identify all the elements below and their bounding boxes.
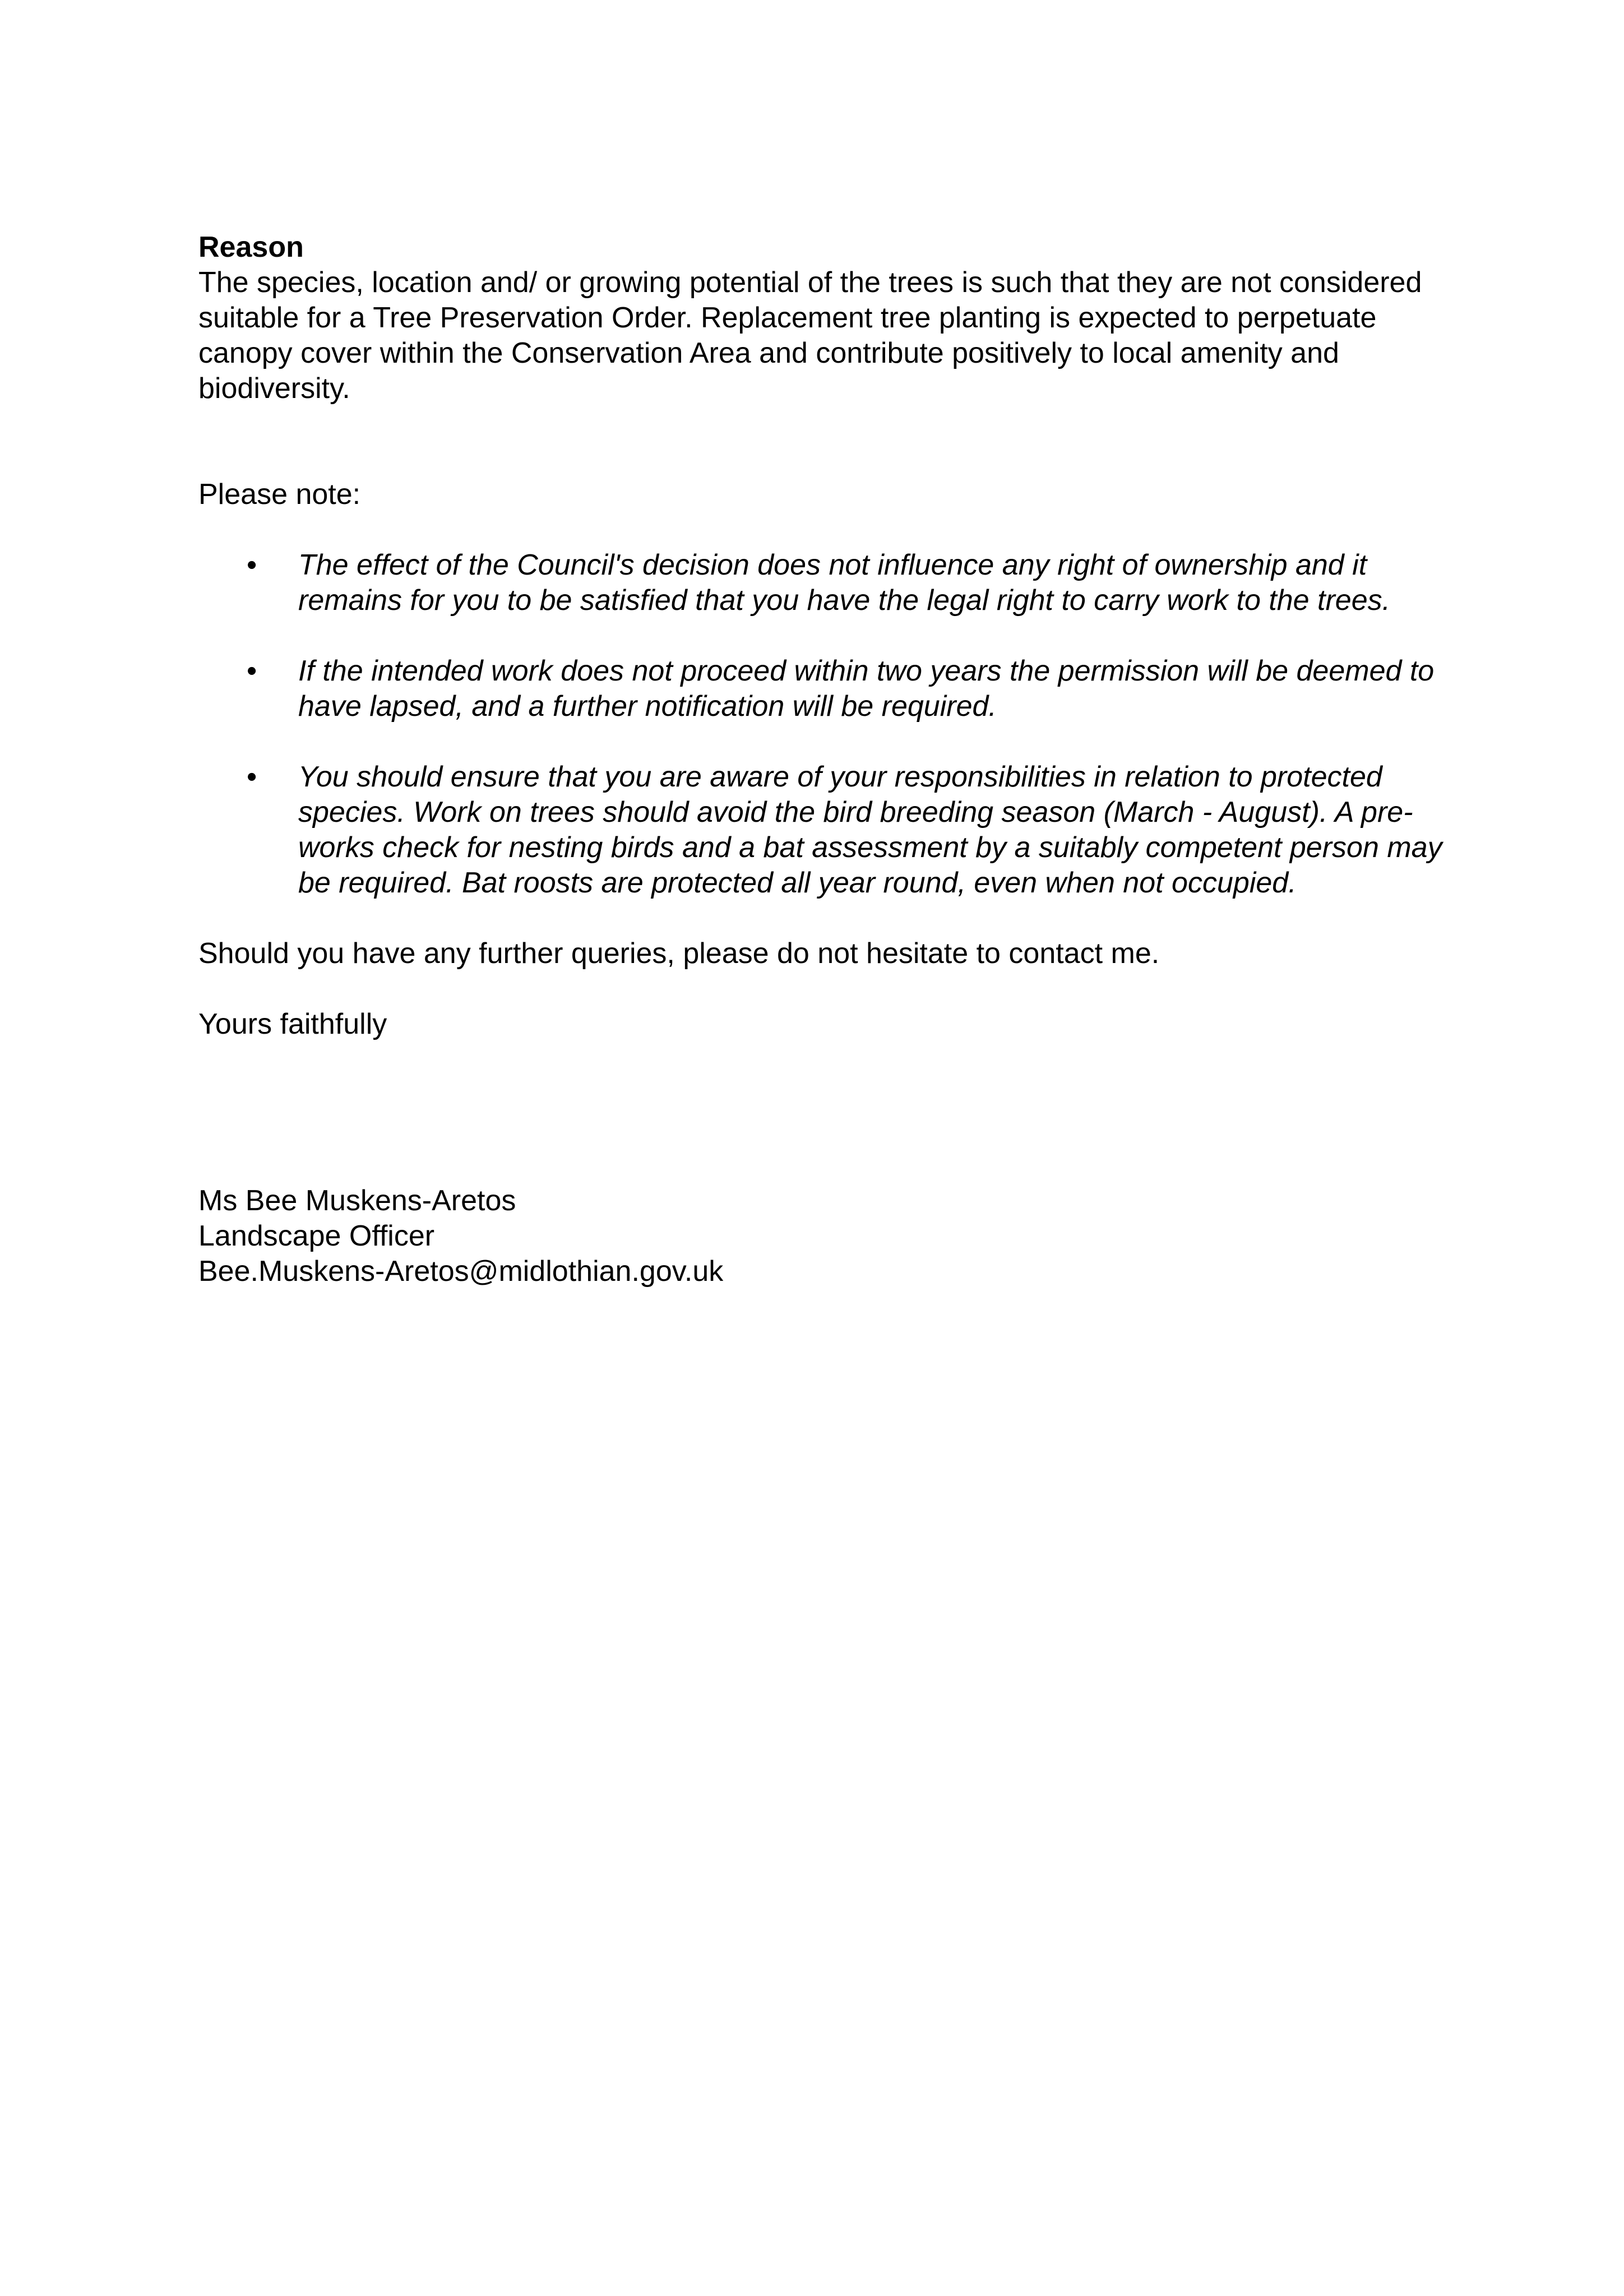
signatory-role: Landscape Officer <box>198 1220 435 1252</box>
bullet-icon: • <box>247 761 257 793</box>
bullet-icon: • <box>247 655 257 687</box>
signature-block <box>198 1183 1454 1289</box>
notes-item <box>198 654 1454 724</box>
closing-signoff: Yours faithfully <box>198 1008 387 1040</box>
notes-item-text: You should ensure that you are aware of your responsibilities in relation to protected species. Work on trees should avoid the bird breeding season (March - August). A pre-works check for nesting birds and a bat assessment by a suitably competent person may be required. Bat roosts are protected all year round, even when not occupied. <box>298 761 1442 899</box>
notes-list <box>198 548 1454 901</box>
notes-item-text: If the intended work does not proceed within two years the permission will be deemed to have lapsed, and a further notification will be required. <box>298 655 1435 723</box>
letter-body <box>198 230 1454 1289</box>
bullet-icon: • <box>247 549 257 581</box>
reason-heading: Reason <box>198 231 304 263</box>
closing-queries: Should you have any further queries, please do not hesitate to contact me. <box>198 937 1160 970</box>
notes-item <box>198 548 1454 618</box>
signatory-name: Ms Bee Muskens-Aretos <box>198 1184 516 1217</box>
notes-item-text: The effect of the Council's decision does not influence any right of ownership and it remains for you to be satisfied that you have the legal right to carry work to the trees. <box>298 549 1391 617</box>
notes-intro: Please note: <box>198 478 361 511</box>
reason-text: The species, location and/ or growing potential of the trees is such that they are not considered suitable for a Tree Preservation Order. Replacement tree planting is expected to perpetuate canopy cover within the Conservation Area and contribute positively to local amenity and biodiversity. <box>198 266 1422 405</box>
notes-item <box>198 760 1454 901</box>
signatory-email: Bee.Muskens-Aretos@midlothian.gov.uk <box>198 1255 724 1288</box>
